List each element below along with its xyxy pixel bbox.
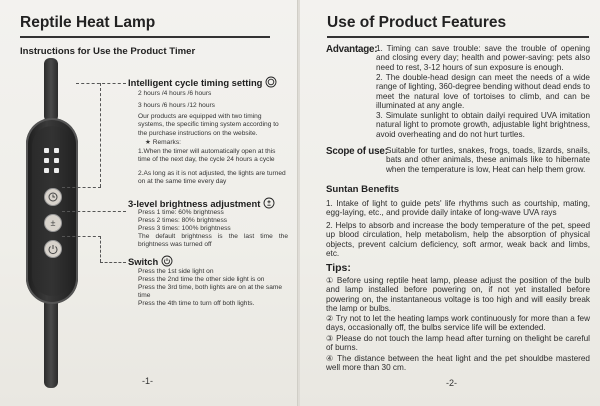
- remark-2: 2.As long as it is not adjusted, the lights are turned on at the same time every day: [138, 170, 286, 186]
- cable-top: [44, 58, 58, 122]
- indicator-light: [44, 168, 49, 173]
- timer-instructions-heading: Instructions for Use the Product Timer: [20, 46, 196, 57]
- clock-icon: [45, 189, 61, 205]
- page-title-left: Reptile Heat Lamp: [20, 14, 156, 31]
- title-rule: [327, 36, 589, 38]
- scope-text: Suitable for turtles, snakes, frogs, toads, lizards, snails, bats and other animals, these animals like to hibernate when the temperature is low, Heat can help them grow.: [386, 146, 590, 174]
- indicator-light: [44, 148, 49, 153]
- suntan-heading: Suntan Benefits: [326, 184, 400, 195]
- tip-item: ① Before using reptile heat lamp, please adjust the position of the bulb and lamp installed before powering on, if not yet installed before powering on, the instantaneous voltage is too high and will easily break the lamp or bulbs.: [326, 276, 590, 313]
- switch-step: Press the 3rd time, both lights are on at the same time: [138, 284, 283, 300]
- leader-line: [62, 187, 101, 188]
- remarks-label: ★ Remarks:: [145, 139, 181, 146]
- leader-line: [100, 262, 126, 263]
- advantage-label: Advantage:: [326, 44, 378, 55]
- clock-icon: [265, 76, 277, 88]
- leader-line: [62, 236, 101, 237]
- power-icon: [161, 255, 173, 267]
- brightness-level: Press 2 times: 80% brightness: [138, 217, 228, 224]
- advantage-item: 2. The double-head design can meet the needs of a wide range of lighting, 360-degree bending without dead ends to meet the natural love of tortoises to climb, and can be illuminated at any angle.: [376, 73, 590, 110]
- timer-button: [44, 188, 62, 206]
- timing-option: 2 hours /4 hours /6 hours: [138, 90, 212, 97]
- leader-line: [100, 236, 101, 262]
- page-title-right: Use of Product Features: [327, 14, 507, 31]
- tip-item: ② Try not to let the heating lamps work continuously for more than a few days, occasionally off, the bulbs service life will be extended.: [326, 314, 590, 333]
- indicator-light: [44, 158, 49, 163]
- indicator-light: [54, 158, 59, 163]
- switch-step: Press the 2nd time the other side light is on: [138, 276, 265, 283]
- tip-item: ④ The distance between the heat light and the pet shouldbe mastered well more than 30 cm.: [326, 354, 590, 373]
- advantage-item: 1. Timing can save trouble: save the trouble of opening and closing every day; health and power-saving: pets also need to rest, 3-12 hours of sun exposure is enough.: [376, 44, 590, 72]
- brightness-heading: 3-level brightness adjustment: [128, 197, 275, 209]
- power-icon: [45, 241, 61, 257]
- tips-heading: Tips:: [326, 262, 351, 274]
- switch-step: Press the 4th time to turn off both lights.: [138, 300, 255, 307]
- plus-minus-icon: [263, 197, 275, 209]
- scope-label: Scope of use:: [326, 146, 388, 157]
- timing-option: 3 hours /6 hours /12 hours: [138, 102, 215, 109]
- brightness-level: Press 1 time: 60% brightness: [138, 209, 224, 216]
- page-number: -1-: [142, 376, 153, 386]
- indicator-light: [54, 148, 59, 153]
- switch-heading: Switch: [128, 255, 173, 267]
- cable-bottom: [44, 298, 58, 388]
- right-page: [300, 0, 600, 406]
- remark-1: 1.When the timer will automatically open at this time of the next day, the cycle 24 hours a cycle: [138, 148, 276, 164]
- advantage-item: 3. Simulate sunlight to obtain dailyi required UVA imitation natural light to promote growth, adjustable light brightness, avoid overheating and do not hurt turtles.: [376, 111, 590, 139]
- title-rule: [20, 36, 270, 38]
- brightness-level: Press 3 times: 100% brightness: [138, 225, 231, 232]
- switch-button: [44, 240, 62, 258]
- timing-heading: Intelligent cycle timing setting: [128, 76, 277, 88]
- switch-step: Press the 1st side light on: [138, 268, 214, 275]
- brightness-button: ±: [44, 214, 62, 232]
- tip-item: ③ Please do not touch the lamp head after turning on thelight be careful of burns.: [326, 334, 590, 353]
- suntan-item: 1. Intake of light to guide pets' life rhythms such as courtship, mating, egg-laying, etc., and provide daily intake of long-wave UVA rays: [326, 199, 590, 218]
- timing-description: Our products are equipped with two timing systems, the specific timing system according to the purchase instructions on the website.: [138, 113, 279, 137]
- leader-line: [76, 83, 126, 84]
- leader-line: [62, 211, 126, 212]
- left-page: [0, 0, 298, 406]
- page-number: -2-: [446, 378, 457, 388]
- indicator-light: [54, 168, 59, 173]
- brightness-note: The default brightness is the last time the brightness was turned off: [138, 233, 288, 249]
- leader-line: [100, 83, 101, 187]
- suntan-item: 2. Helps to absorb and increase the body temperature of the pet, speed up blood circulation, help metabolism, help the absorption of physical objects, prevent calcium deficiency, soft armor, weak back and limbs, etc.: [326, 221, 590, 258]
